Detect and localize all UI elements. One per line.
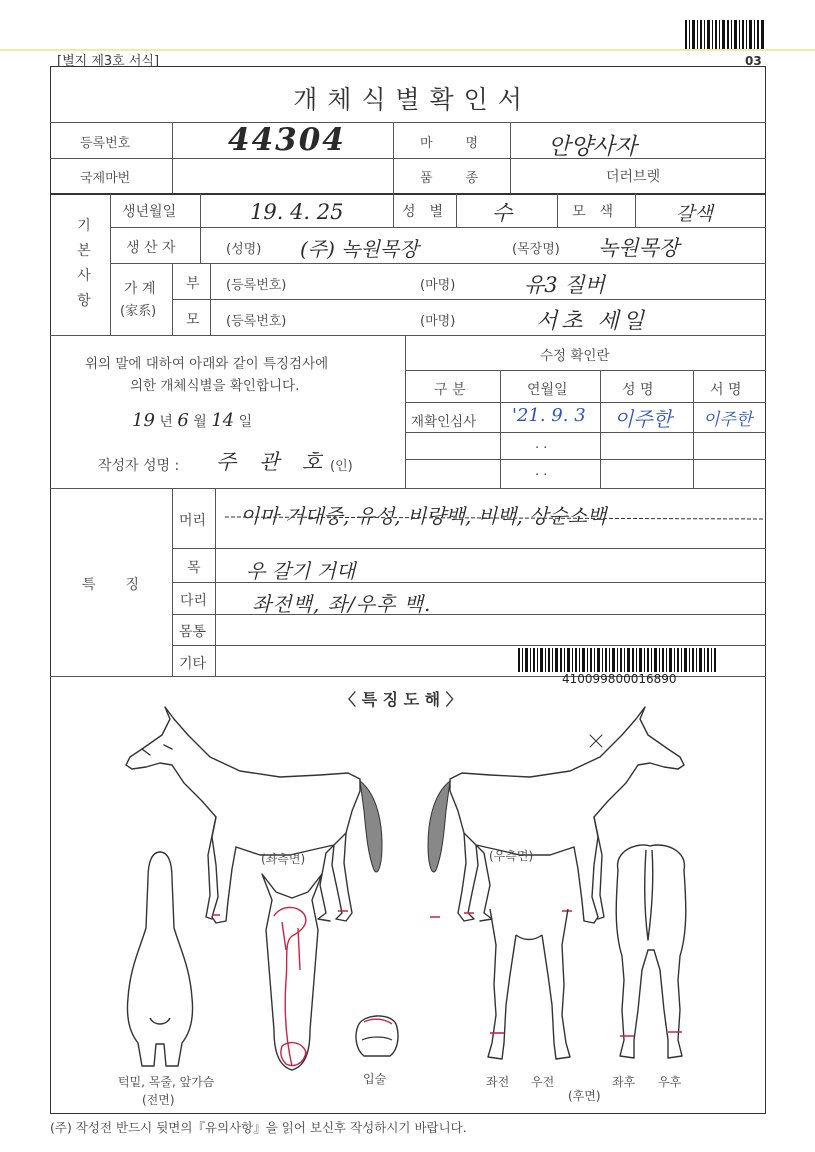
statement-line-2: 의한 개체식별을 확인합니다.	[130, 378, 300, 394]
basic-section-label	[72, 214, 96, 314]
sticker-barcode	[518, 648, 716, 672]
rule	[172, 548, 766, 549]
rear-right-label: 우후	[658, 1075, 682, 1089]
date-year-unit: 년	[159, 414, 173, 430]
breeder-label: 생 산 자	[126, 240, 176, 256]
rule	[172, 263, 173, 335]
form-title: 개 체 식 별 확 인 서	[293, 85, 523, 114]
rule	[172, 645, 766, 646]
pedigree-hanja: (家系)	[120, 304, 157, 319]
author-label: 작성자 성명 :	[98, 458, 180, 474]
rule	[110, 227, 766, 228]
rule	[215, 488, 216, 676]
chest-label: 턱밑, 목줄, 앞가슴	[118, 1075, 215, 1089]
breeder-name-label: (성명)	[226, 242, 262, 257]
seal-label: (인)	[330, 459, 353, 474]
coat-label: 모 색	[572, 204, 614, 220]
diagram-title: 〈 특 징 도 해 〉	[340, 690, 462, 709]
rear-label: (후면)	[568, 1089, 601, 1103]
lips-label: 입술	[363, 1072, 387, 1086]
rule	[172, 488, 173, 676]
rule	[600, 370, 601, 488]
char: 사	[77, 268, 91, 284]
confirm-date	[132, 410, 252, 431]
author-value: 주 관 호	[216, 450, 331, 474]
rule	[405, 402, 766, 403]
front-left-label: 좌전	[486, 1075, 510, 1089]
rule	[405, 370, 766, 371]
breed-value: 더러브렛	[606, 169, 661, 185]
birth-label: 생년월일	[122, 204, 177, 220]
horse-name-label: 마 명	[420, 136, 489, 151]
footer-note: (주) 작성전 반드시 뒷면의『유의사항』을 읽어 보신후 작성하시기 바랍니다.	[50, 1120, 467, 1135]
date-year: 19	[132, 410, 155, 431]
sire-name-label: (마명)	[420, 278, 456, 293]
revision-row-name: 이주한	[614, 407, 672, 431]
right-side-label: (우측면)	[489, 849, 534, 863]
date-day: 14	[211, 410, 235, 431]
front-label: (전면)	[142, 1093, 175, 1107]
intl-no-label: 국제마번	[80, 171, 131, 186]
dam-name-label: (마명)	[420, 314, 456, 329]
horse-chest-drawing	[120, 848, 210, 1073]
revision-row-type: 재확인심사	[411, 414, 477, 430]
page-number: 03	[745, 54, 762, 68]
neck-label: 목	[187, 560, 201, 576]
rear-left-label: 좌후	[612, 1075, 636, 1089]
rule	[635, 193, 636, 227]
legs-label: 다리	[180, 593, 208, 609]
breed-label: 품 종	[420, 171, 489, 186]
reg-no-label: 등록번호	[80, 136, 131, 151]
rule	[210, 263, 211, 335]
date-month-unit: 월	[193, 414, 207, 430]
rule	[405, 432, 766, 433]
rule	[500, 370, 501, 488]
rule	[110, 193, 111, 335]
head-value: 이마 거대중, 유성, 비량백, 비백, 상순소백	[240, 504, 607, 528]
reg-no-value: 44304	[228, 122, 346, 158]
rule	[693, 370, 694, 488]
dam-reg-label: (등록번호)	[226, 314, 287, 329]
revision-row-date: . .	[535, 437, 548, 452]
dam-label: 모	[186, 312, 200, 328]
sire-reg-label: (등록번호)	[226, 278, 287, 293]
rule	[200, 193, 201, 263]
date-month: 6	[177, 410, 189, 431]
coat-value: 갈색	[676, 203, 713, 225]
head-strike-line	[225, 511, 765, 523]
rule	[393, 193, 394, 227]
rule	[50, 335, 766, 336]
front-right-label: 우전	[531, 1075, 555, 1089]
features-section-label: 특 징	[82, 577, 148, 593]
rule	[50, 193, 766, 195]
rule	[172, 122, 173, 193]
form-label: [별지 제3호 서식]	[57, 54, 160, 69]
neck-value: 우 갈기 거대	[246, 559, 356, 583]
rule	[393, 122, 394, 193]
legs-value: 좌전백, 좌/우후 백.	[252, 592, 432, 616]
revision-header-type: 구 분	[434, 382, 466, 398]
birth-value: 19. 4. 25	[250, 200, 344, 224]
revision-row-sign: 이주한	[703, 410, 753, 430]
dam-name-value: 서초 세일	[536, 309, 649, 334]
char: 본	[77, 243, 91, 259]
rule	[405, 459, 766, 460]
char: 기	[77, 218, 91, 234]
rule	[456, 193, 457, 227]
rule	[172, 299, 766, 300]
rule	[50, 488, 766, 489]
top-barcode	[685, 20, 765, 50]
horse-rear-drawing	[608, 840, 693, 1070]
rule	[405, 335, 406, 488]
sex-label: 성 별	[402, 204, 444, 220]
revision-header-sign: 서 명	[710, 382, 742, 398]
farm-value: 녹원목장	[598, 236, 680, 260]
sire-name-value: 유3 질버	[524, 273, 605, 297]
sire-label: 부	[186, 276, 200, 292]
rule	[510, 122, 511, 193]
revision-header-name: 성 명	[622, 382, 654, 398]
horse-head-drawing	[252, 870, 332, 1075]
pedigree-label: 가 계	[124, 281, 156, 297]
rule	[110, 263, 766, 264]
barcode-number: 410099800016890	[562, 672, 677, 686]
revision-row-date: '21. 9. 3	[512, 405, 586, 426]
char: 항	[77, 293, 91, 309]
statement-line-1: 위의 말에 대하여 아래와 같이 특징검사에	[85, 356, 329, 372]
farm-label: (목장명)	[512, 242, 560, 257]
sex-value: 수	[492, 201, 513, 225]
body-label: 몸통	[179, 624, 207, 640]
other-label: 기타	[179, 656, 207, 672]
date-day-unit: 일	[238, 414, 253, 430]
revision-header-date: 연월일	[527, 382, 568, 398]
rule	[50, 158, 766, 159]
left-side-label: (좌측면)	[261, 852, 306, 866]
head-label: 머리	[179, 513, 207, 529]
revision-row-date: . .	[535, 464, 548, 479]
revision-title: 수정 확인란	[540, 348, 610, 364]
rule	[557, 193, 558, 227]
horse-name-value: 안양사자	[548, 134, 637, 160]
rule	[50, 122, 766, 123]
breeder-name-value: (주) 녹원목장	[300, 237, 419, 261]
horse-front-legs-drawing	[482, 905, 577, 1070]
horse-lips-drawing	[352, 1010, 402, 1060]
